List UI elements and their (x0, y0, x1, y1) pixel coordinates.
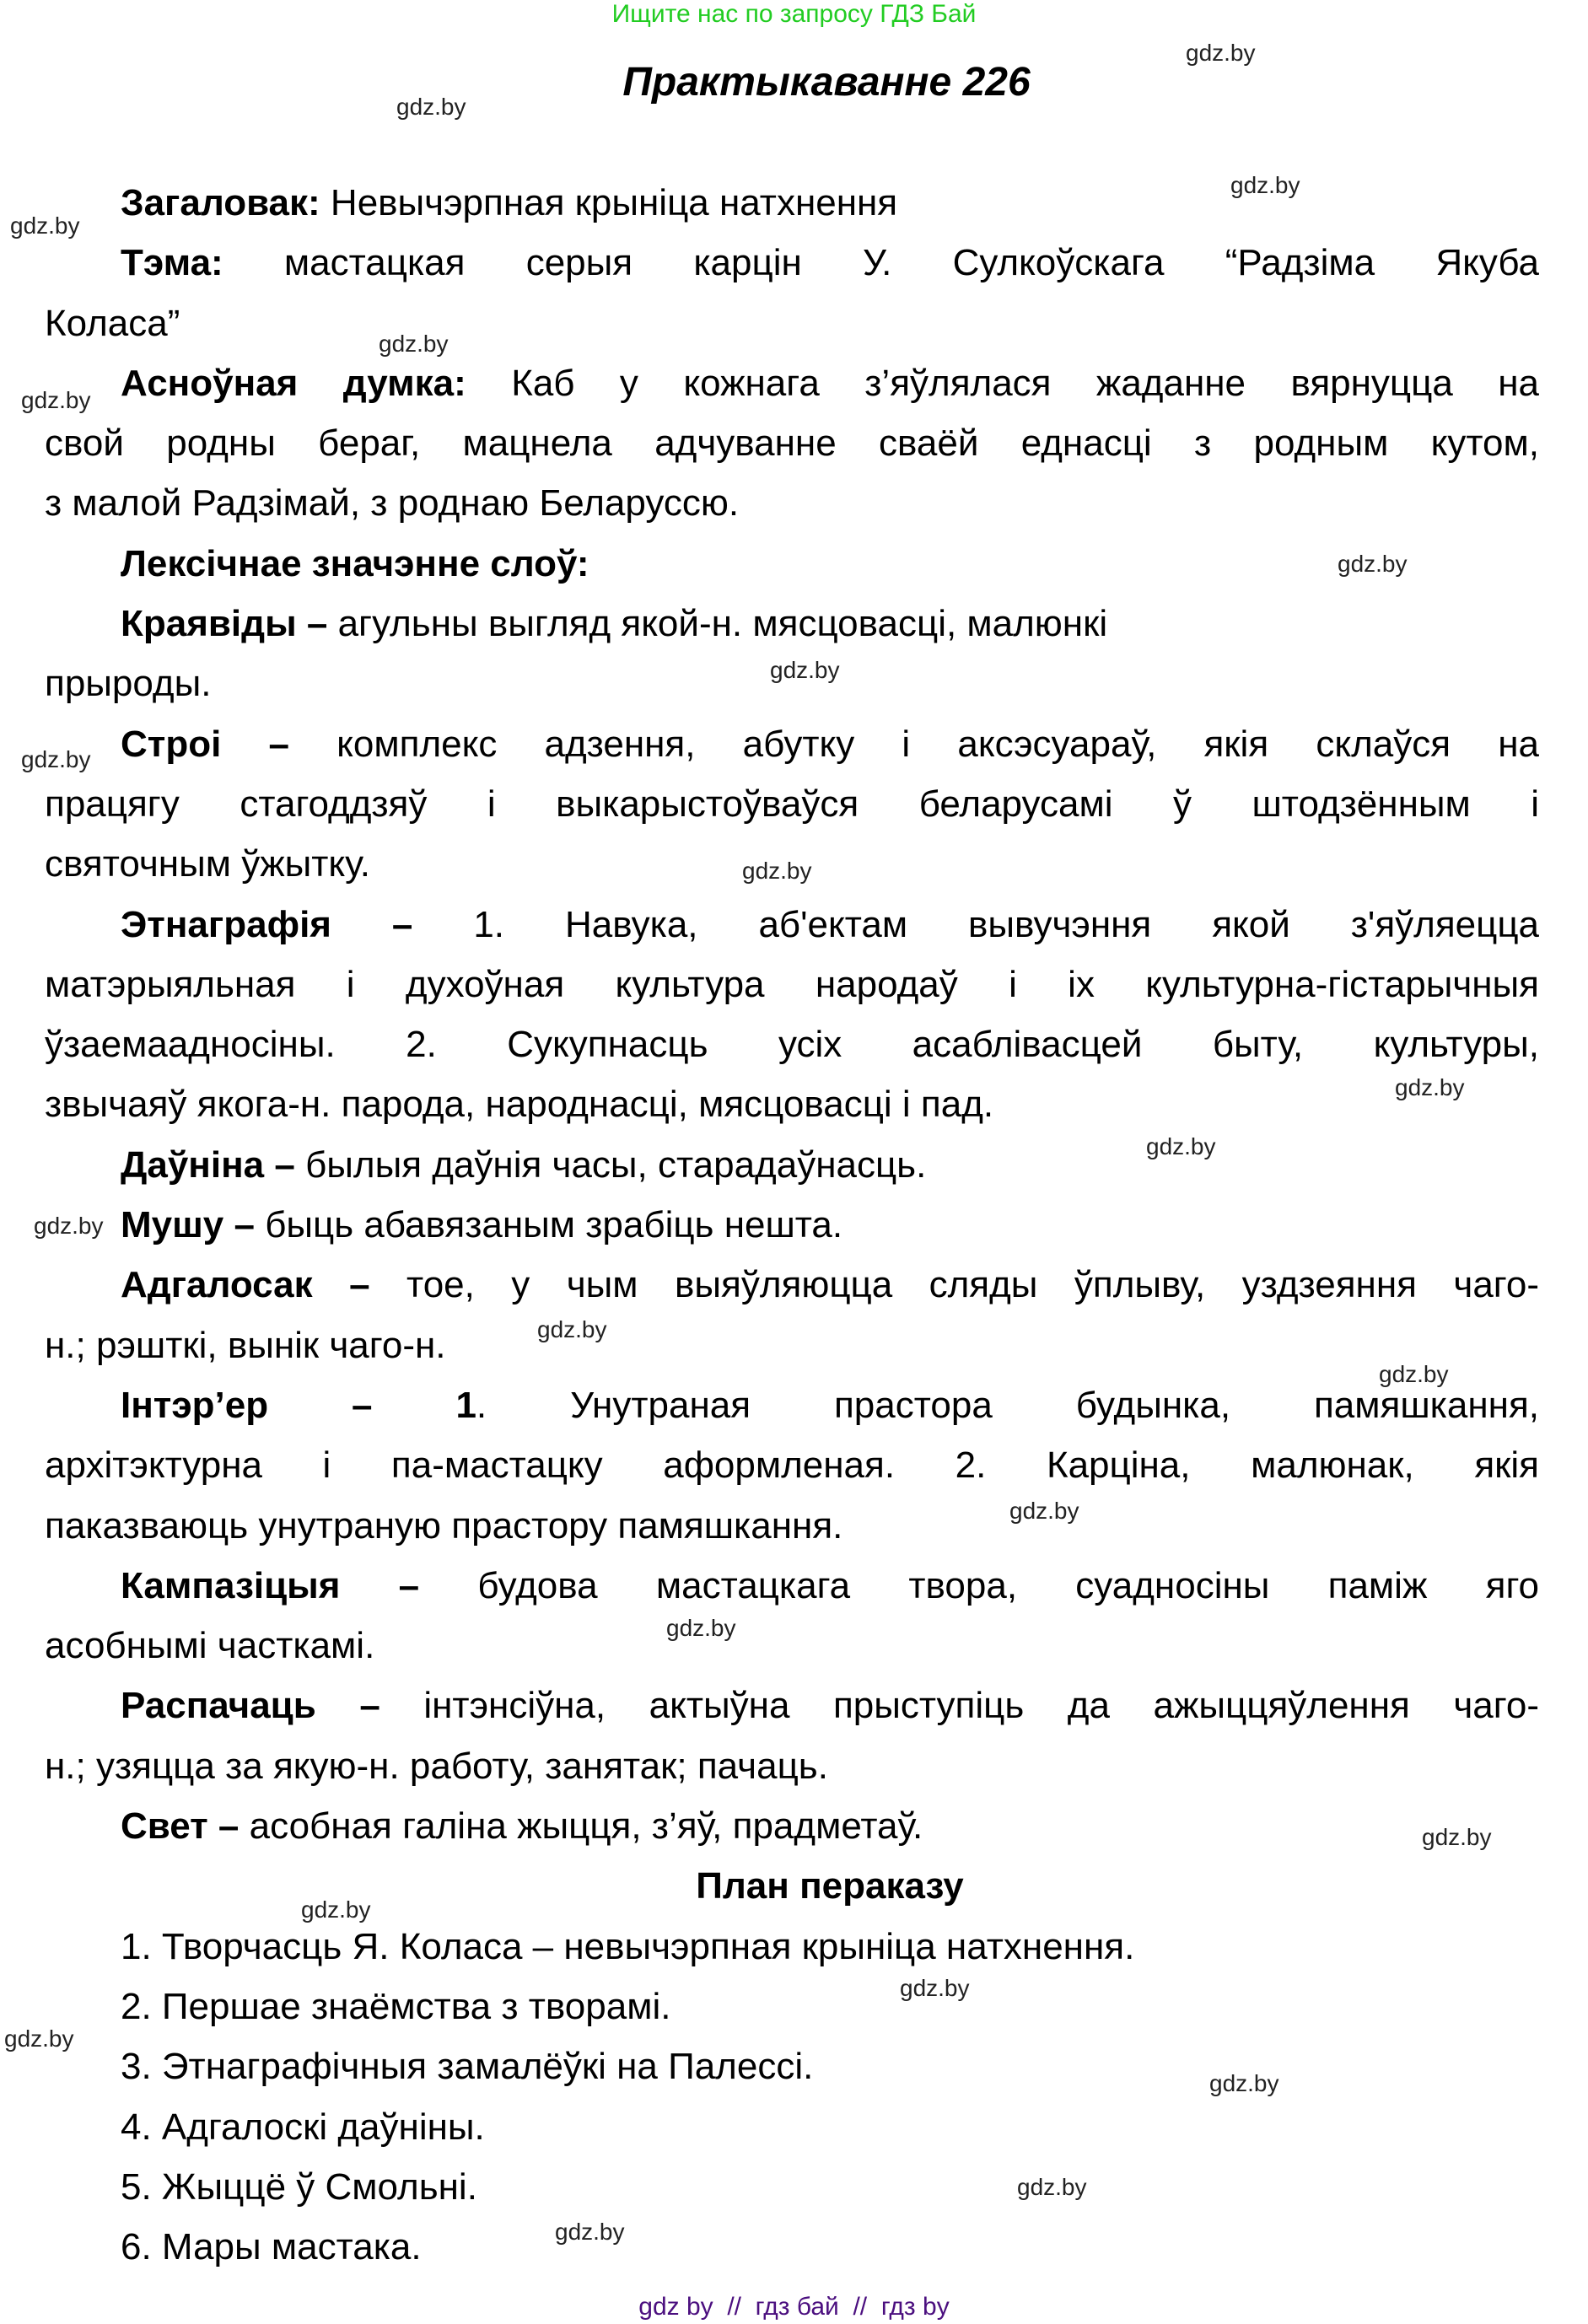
term-line (45, 1375, 1539, 1435)
text-line: асобнымі часткамі. (45, 1625, 375, 1667)
term: Інтэр’ер – 1 (121, 1384, 476, 1426)
term-line (45, 1255, 1539, 1315)
watermark: gdz.by (1230, 172, 1300, 198)
text-line: працягу стагоддзяў і выкарыстоўваўся беларусамі ў штодзённым і (45, 783, 1539, 825)
term-line (45, 895, 1539, 955)
search-hint: Ищите нас по запросу ГДЗ Бай (611, 0, 977, 28)
label: Загаловак: (121, 182, 320, 223)
label: План пераказу (696, 1865, 964, 1907)
definition: 1. Навука, аб'ектам вывучэння якой з'яўляецца (412, 903, 1539, 945)
text-line: ўзаемаадносіны. 2. Сукупнасць усіх асаблівасцей быту, культуры, (45, 1024, 1539, 1066)
watermark: gdz.by (1017, 2174, 1087, 2200)
term-line (45, 1796, 1539, 1856)
watermark: gdz.by (666, 1615, 736, 1641)
watermark: gdz.by (1186, 40, 1256, 66)
watermark: gdz.by (379, 331, 449, 357)
definition: . Унутраная прастора будынка, памяшкання, (476, 1384, 1539, 1426)
watermark: gdz.by (1209, 2070, 1279, 2096)
page-title: Практыкаванне 226 (622, 60, 1031, 105)
term: Даўніна – (121, 1143, 295, 1186)
term: Мушу – (121, 1204, 255, 1246)
definition: былыя даўнія часы, старадаўнасць. (294, 1143, 927, 1186)
watermark: gdz.by (1379, 1361, 1449, 1387)
watermark: gdz.by (770, 657, 840, 683)
definition: інтэнсіўна, актыўна прыступіць да ажыццяўлення чаго- (380, 1685, 1539, 1727)
label: Тэма: (121, 242, 223, 284)
watermark: gdz.by (34, 1213, 104, 1239)
text-line: н.; узяцца за якую-н. работу, занятак; пачаць. (45, 1745, 828, 1787)
watermark: gdz.by (1395, 1074, 1465, 1100)
heading-line (45, 173, 1539, 233)
plan-heading (45, 1856, 1539, 1916)
term: Свет – (121, 1805, 240, 1848)
term-line (45, 1195, 1539, 1255)
label: Лексічнае значэнне слоў: (121, 542, 589, 584)
text-line: матэрыяльная і духоўная культура народаў і іх культурна-гістарычныя (45, 963, 1539, 1005)
watermark: gdz.by (21, 387, 91, 413)
watermark: gdz.by (10, 212, 80, 239)
plan-item: 1. Творчасць Я. Коласа – невычэрпная крыніца натхнення. (121, 1925, 1135, 1967)
term-line (45, 1556, 1539, 1616)
definition: асобная галіна жыцця, з’яў, прадметаў. (239, 1805, 923, 1848)
watermark: gdz.by (21, 746, 91, 772)
document-body (45, 173, 1539, 2277)
watermark: gdz.by (537, 1316, 607, 1342)
term: Краявіды – (121, 603, 328, 645)
definition: быць абавязаным зрабіць нешта. (254, 1204, 843, 1246)
watermark: gdz.by (396, 94, 466, 120)
term: Строі – (121, 723, 289, 765)
definition: тое, у чым выяўляюцца сляды ўплыву, уздзеяння чаго- (369, 1264, 1539, 1306)
text-line: паказваюць унутраную прастору памяшкання. (45, 1504, 843, 1547)
term-line (45, 594, 1539, 654)
text-line: святочным ўжытку. (45, 843, 370, 885)
term: Распачаць – (121, 1685, 380, 1727)
text-line: архітэктурна і па-мастацку аформленая. 2. Карціна, малюнак, якія (45, 1444, 1539, 1487)
text: Невычэрпная крыніца натхнення (320, 182, 898, 223)
definition: комплекс адзення, абутку і аксэсуараў, якія склаўся на (288, 723, 1540, 765)
text: Каб у кожнага з’яўлялася жаданне вярнуцца на (466, 362, 1539, 404)
plan-item: 6. Мары мастака. (121, 2226, 422, 2268)
text-line: прыроды. (45, 663, 212, 705)
watermark: gdz.by (4, 2025, 74, 2052)
plan-item: 5. Жыццё ў Смольні. (121, 2165, 477, 2208)
term: Адгалосак – (121, 1264, 370, 1306)
plan-item: 2. Першае знаёмства з творамі. (121, 1985, 671, 2027)
watermark: gdz.by (1146, 1133, 1216, 1159)
term: Этнаграфія – (121, 903, 413, 945)
watermark: gdz.by (742, 858, 812, 884)
text: мастацкая серыя карцін У. Сулкоўскага “Радзіма Якуба (223, 242, 1539, 284)
term-line (45, 1135, 1539, 1195)
label: Асноўная думка: (121, 362, 466, 404)
section-heading (45, 534, 1539, 594)
definition: будова мастацкага твора, суадносіны паміж яго (419, 1564, 1539, 1606)
main-idea-line (45, 353, 1539, 413)
text-line: з малой Радзімай, з роднаю Беларуссю. (45, 482, 740, 525)
watermark: gdz.by (1338, 551, 1408, 577)
text-line: свой родны бераг, мацнела адчуванне сваёй еднасці з родным кутом, (45, 422, 1539, 465)
term-line (45, 1676, 1539, 1735)
plan-item: 4. Адгалоскі даўніны. (121, 2106, 485, 2148)
watermark: gdz.by (1422, 1824, 1492, 1850)
footer-links: gdz by // гдз бай // гдз by (638, 2293, 950, 2321)
text-line: Коласа” (45, 302, 180, 344)
term-line (45, 714, 1539, 774)
watermark: gdz.by (301, 1896, 371, 1923)
theme-line (45, 233, 1539, 293)
definition: агульны выгляд якой-н. мясцовасці, малюнкі (327, 603, 1108, 645)
text-line: н.; рэшткі, вынік чаго-н. (45, 1324, 446, 1366)
term: Кампазіцыя – (121, 1564, 420, 1606)
watermark: gdz.by (555, 2219, 625, 2245)
text-line: звычаяў якога-н. парода, народнасці, мясцовасці і пад. (45, 1084, 994, 1126)
watermark: gdz.by (1009, 1498, 1079, 1524)
watermark: gdz.by (900, 1975, 970, 2001)
plan-item: 3. Этнаграфічныя замалёўкі на Палессі. (121, 2046, 814, 2088)
